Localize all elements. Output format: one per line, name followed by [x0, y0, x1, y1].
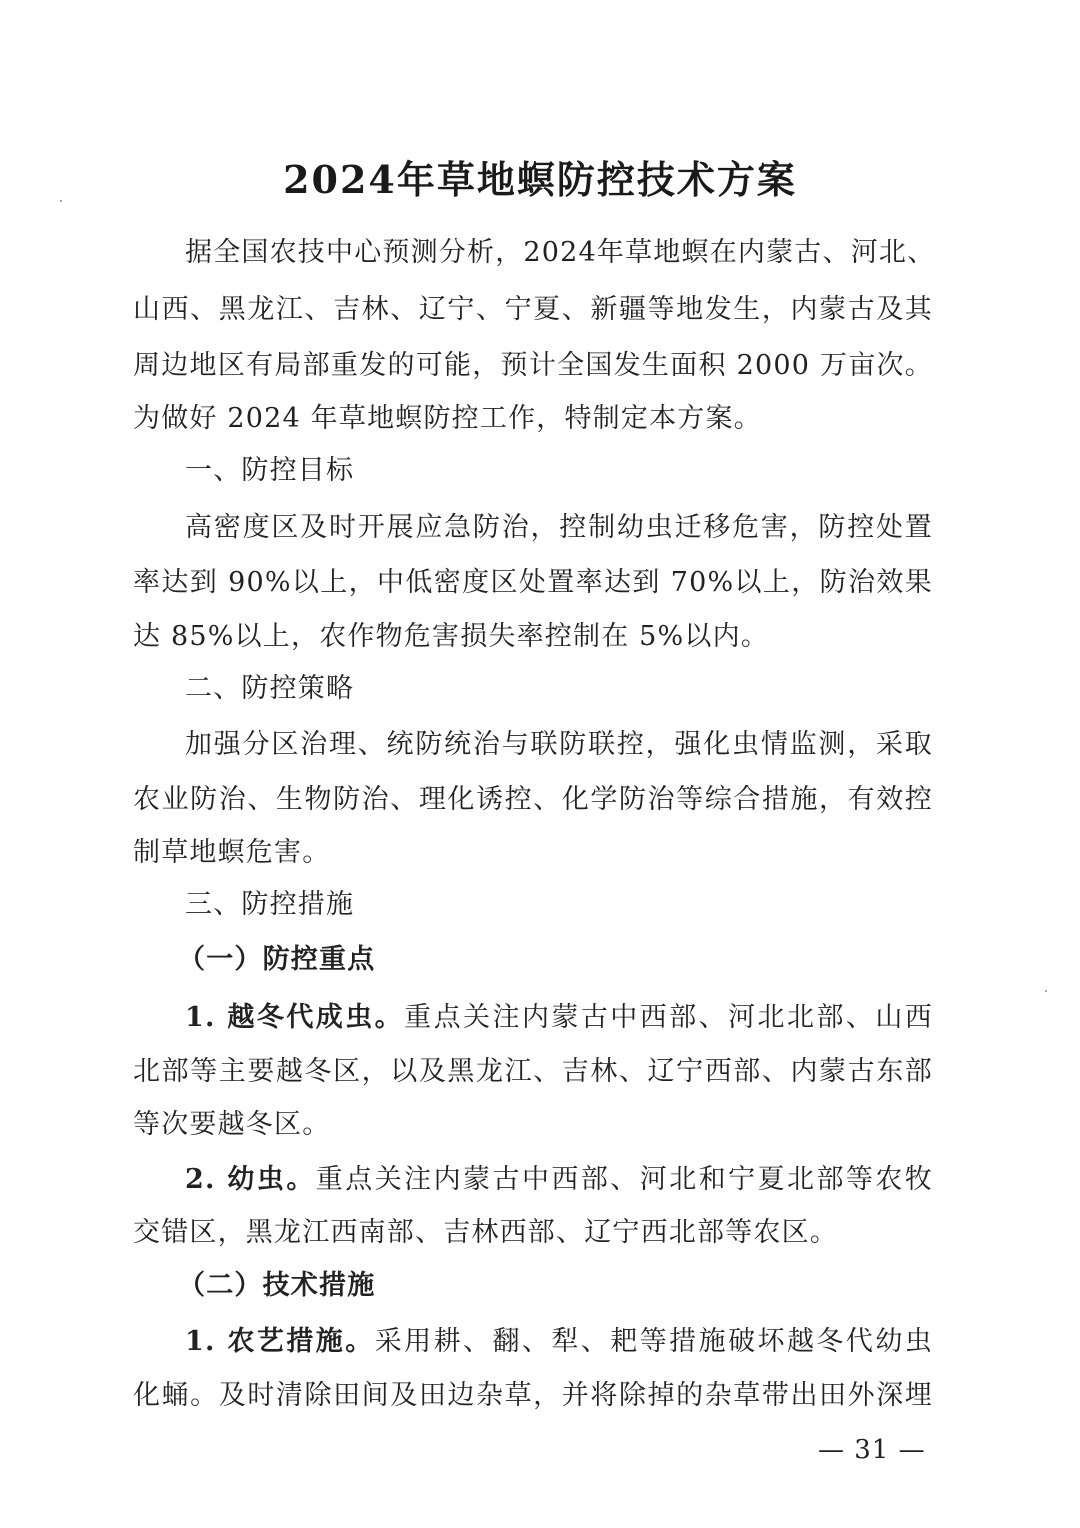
- section1-line-3: 达 85%以上，农作物危害损失率控制在 5%以内。: [133, 621, 770, 652]
- focus-item-1-label: 1. 越冬代成虫。: [185, 1002, 405, 1033]
- intro-line-4: 为做好 2024 年草地螟防控工作，特制定本方案。: [133, 403, 762, 434]
- focus-item-1-line-3: 等次要越冬区。: [133, 1109, 331, 1140]
- focus-item-2-text: 重点关注内蒙古中西部、河北和宁夏北部等农牧: [315, 1164, 933, 1195]
- section1-line-2: 率达到 90%以上，中低密度区处置率达到 70%以上，防治效果: [133, 567, 933, 598]
- technique-item-1-text: 采用耕、翻、犁、耙等措施破坏越冬代幼虫: [374, 1326, 933, 1357]
- section-heading-measures: 三、防控措施: [185, 889, 355, 920]
- section-heading-targets: 一、防控目标: [185, 455, 355, 486]
- scan-speck: [1045, 990, 1047, 992]
- focus-item-2-line-2: 交错区，黑龙江西南部、吉林西部、辽宁西北部等农区。: [133, 1217, 838, 1248]
- technique-item-1-line-2: 化蛹。及时清除田间及田边杂草，并将除掉的杂草带出田外深埋: [133, 1380, 933, 1411]
- section1-line-1: 高密度区及时开展应急防治，控制幼虫迁移危害，防控处置: [185, 512, 933, 543]
- section2-line-1: 加强分区治理、统防统治与联防联控，强化虫情监测，采取: [185, 729, 933, 760]
- technique-item-1-label: 1. 农艺措施。: [185, 1326, 375, 1357]
- focus-item-1-line-1: [185, 998, 933, 1038]
- section-heading-strategy: 二、防控策略: [185, 673, 355, 704]
- section2-line-3: 制草地螟危害。: [133, 837, 331, 868]
- section2-line-2: 农业防治、生物防治、理化诱控、化学防治等综合措施，有效控: [133, 784, 933, 815]
- document-title: 2024年草地螟防控技术方案: [283, 157, 797, 202]
- focus-item-2-line-1: [185, 1160, 933, 1200]
- subsection-heading-focus: （一）防控重点: [178, 944, 376, 975]
- focus-item-1-line-2: 北部等主要越冬区，以及黑龙江、吉林、辽宁西部、内蒙古东部: [133, 1056, 933, 1087]
- subsection-heading-techniques: （二）技术措施: [178, 1270, 376, 1301]
- intro-line-2: 山西、黑龙江、吉林、辽宁、宁夏、新疆等地发生，内蒙古及其: [133, 294, 933, 325]
- focus-item-2-label: 2. 幼虫。: [185, 1164, 316, 1195]
- focus-item-1-text: 重点关注内蒙古中西部、河北北部、山西: [404, 1002, 933, 1033]
- intro-line-3: 周边地区有局部重发的可能，预计全国发生面积 2000 万亩次。: [133, 350, 933, 381]
- technique-item-1-line-1: [185, 1322, 933, 1362]
- intro-line-1: 据全国农技中心预测分析，2024年草地螟在内蒙古、河北、: [185, 237, 936, 268]
- page-number: — 31 —: [818, 1435, 926, 1465]
